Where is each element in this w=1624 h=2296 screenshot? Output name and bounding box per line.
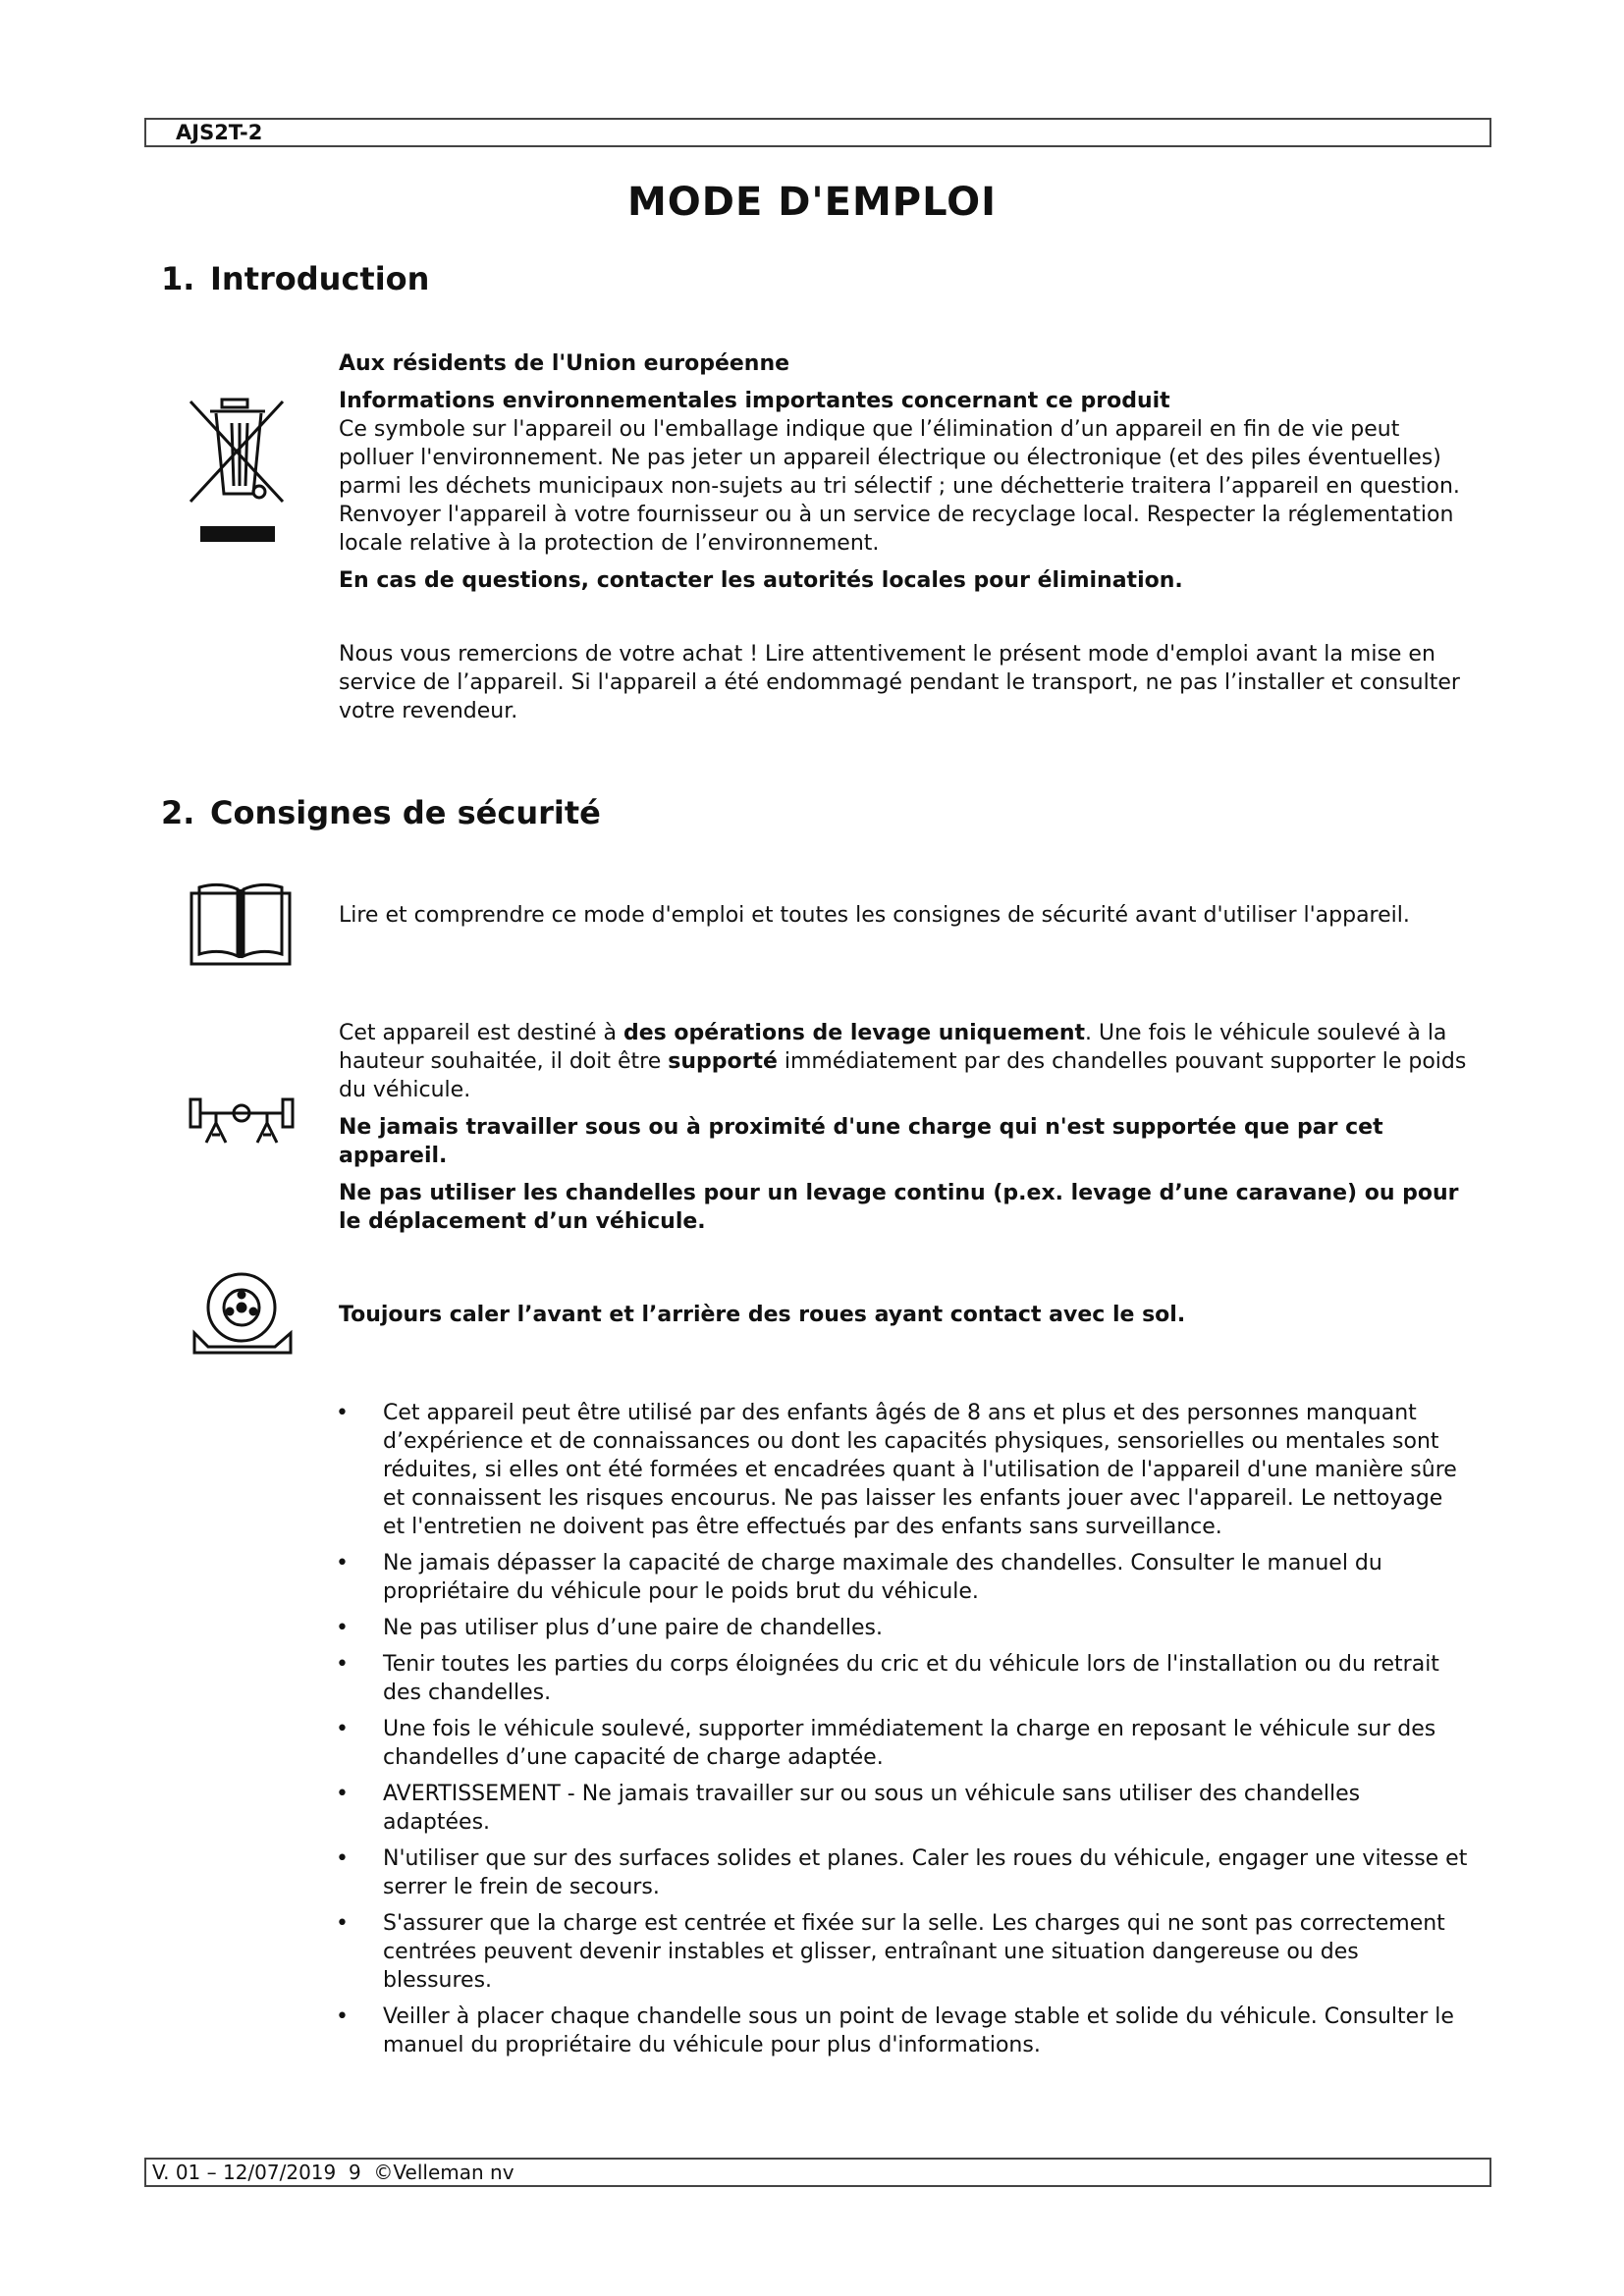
intro-heading-eu-residents: Aux résidents de l'Union européenne [339,351,790,376]
intro-environment-block [339,349,1468,725]
list-item: • Cet appareil peut être utilisé par des enfants âgés de 8 ans et plus et des personnes manquant d’expérience et de connaissances ou dont les capacités physiques, sensorielles ou mentales sont réduites, si elles ont été formées et encadrées quant à l'utilisation de l'appareil d'une manière sûre et connaissent les risques encourus. Ne pas laisser les enfants jouer avec l'appareil. Le nettoyage et l'entretien ne doivent pas être effectués par des enfants sans surveillance. [336,1401,1457,1539]
section-heading-safety [161,794,601,831]
wheel-chock-icon [192,1268,295,1357]
list-item: • Ne jamais dépasser la capacité de charge maximale des chandelles. Consulter le manuel du propriétaire du véhicule pour le poids brut du véhicule. [336,1551,1382,1604]
section-number: 1. [161,260,195,297]
list-item: • Tenir toutes les parties du corps éloignées du cric et du véhicule lors de l'installation ou du retrait des chandelles. [336,1652,1439,1705]
list-item: • AVERTISSEMENT - Ne jamais travailler sur ou sous un véhicule sans utiliser des chandelles adaptées. [336,1782,1361,1835]
header-model-bar [144,118,1491,147]
read-manual-book-icon [189,881,293,968]
section-title: Introduction [210,260,430,297]
section-title: Consignes de sécurité [210,794,601,831]
never-work-under-load-warning: Ne jamais travailler sous ou à proximité d'une charge qui n'est supportée que par cet appareil. [339,1115,1383,1168]
lifting-warning-block [339,1019,1468,1236]
lifting-usage-text: Cet appareil est destiné à des opérations de levage uniquement. Une fois le véhicule soulevé à la hauteur souhaitée, il doit être supporté immédiatement par des chandelles pouvant supporter le poids du véhicule. [339,1021,1467,1102]
jack-stands-icon [189,1092,295,1148]
chock-wheels-instruction: Toujours caler l’avant et l’arrière des roues ayant contact avec le sol. [339,1303,1186,1327]
section-number: 2. [161,794,195,831]
list-item: • N'utiliser que sur des surfaces solides et planes. Caler les roues du véhicule, engager une vitesse et serrer le frein de secours. [336,1846,1468,1899]
intro-environment-text: Ce symbole sur l'appareil ou l'emballage indique que l’élimination d’un appareil en fin de vie peut polluer l'environnement. Ne pas jeter un appareil électrique ou électronique (et des piles éventuelles) parmi les déchets municipaux non-sujets au tri sélectif ; une déchetterie traitera l’appareil en question. Renvoyer l'appareil à votre fournisseur ou à un service de recyclage local. Respecter la réglementation locale relative à la protection de l’environnement. [339,417,1460,556]
list-item: • Ne pas utiliser plus d’une paire de chandelles. [336,1616,883,1640]
list-item: • S'assurer que la charge est centrée et fixée sur la selle. Les charges qui ne sont pas correctement centrées peuvent devenir instables et glisser, entraînant une situation dangereuse ou des blessures. [336,1911,1445,1993]
safety-bullet-list [332,1399,1471,2067]
footer-version-text: V. 01 – 12/07/2019 9 ©Velleman nv [152,2161,514,2184]
intro-thanks-text: Nous vous remercions de votre achat ! Lire attentivement le présent mode d'emploi avant la mise en service de l’appareil. Si l'appareil a été endommagé pendant le transport, ne pas l’installer et consulter votre revendeur. [339,642,1460,723]
read-manual-text: Lire et comprendre ce mode d'emploi et toutes les consignes de sécurité avant d'utiliser l'appareil. [339,903,1410,928]
model-code: AJS2T-2 [176,121,263,144]
footer-version-bar [144,2158,1491,2187]
intro-heading-environment: Informations environnementales importantes concernant ce produit [339,389,1170,413]
intro-questions-note: En cas de questions, contacter les autorités locales pour élimination. [339,568,1183,593]
document-title: MODE D'EMPLOI [626,180,998,225]
section-heading-introduction [161,260,429,297]
no-continuous-lifting-warning: Ne pas utiliser les chandelles pour un levage continu (p.ex. levage d’une caravane) ou pour le déplacement d’un véhicule. [339,1181,1459,1234]
list-item: • Veiller à placer chaque chandelle sous un point de levage stable et solide du véhicule. Consulter le manuel du propriétaire du véhicule pour plus d'informations. [336,2004,1454,2057]
weee-crossed-bin-icon [185,396,291,548]
list-item: • Une fois le véhicule soulevé, supporter immédiatement la charge en reposant le véhicule sur des chandelles d’une capacité de charge adaptée. [336,1717,1436,1770]
